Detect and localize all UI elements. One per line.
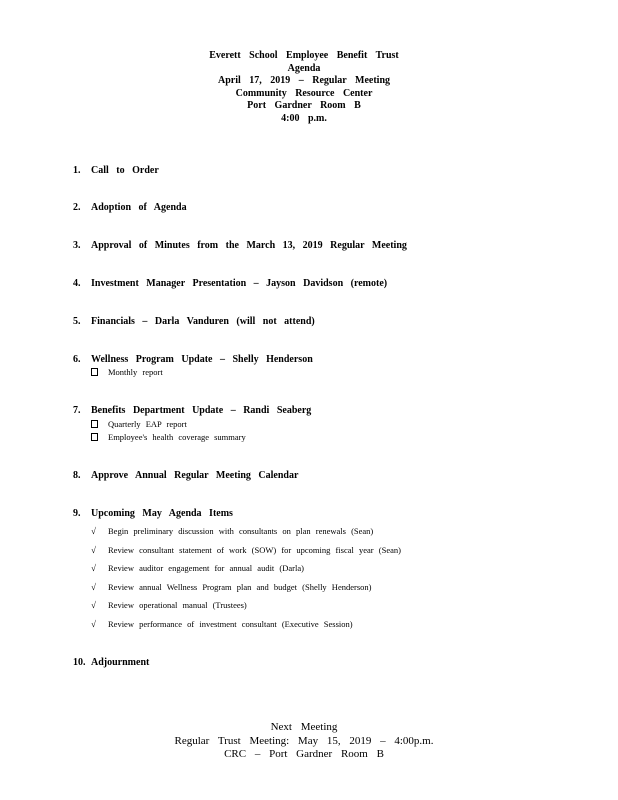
item-number: 10. [73,657,86,668]
upcoming-subitem [91,582,371,592]
item-text: Approve Annual Regular Meeting Calendar [91,470,299,481]
check-icon: √ [91,563,96,573]
benefits-subitem [91,419,187,429]
agenda-item-investment [73,278,387,289]
document-title: Agenda [287,62,321,74]
square-bullet-icon [91,368,98,376]
item-text: Benefits Department Update – Randi Seaberg [91,405,312,416]
benefits-subitem [91,432,246,442]
wellness-subitem [91,367,163,377]
upcoming-subitem [91,619,353,629]
agenda-item-benefits [73,405,311,416]
item-number: 2. [73,202,81,213]
agenda-item-financials [73,316,315,327]
agenda-item-approval-minutes [73,240,407,251]
agenda-header [0,50,608,126]
item-text: Adjournment [91,657,150,668]
agenda-item-upcoming [73,508,233,519]
subitem-text: Review performance of investment consultant (Executive Session) [108,619,353,629]
item-number: 7. [73,405,81,416]
subitem-text: Quarterly EAP report [108,419,187,429]
check-icon: √ [91,526,96,536]
item-text: Adoption of Agenda [91,202,187,213]
subitem-text: Monthly report [108,367,163,377]
subitem-text: Begin preliminary discussion with consultants on plan renewals (Sean) [108,526,374,536]
item-text: Financials – Darla Vanduren (will not attend) [91,316,315,327]
item-text: Investment Manager Presentation – Jayson Davidson (remote) [91,278,388,289]
item-text: Wellness Program Update – Shelly Henderson [91,354,313,365]
agenda-item-calendar [73,470,298,481]
item-text: Upcoming May Agenda Items [91,508,233,519]
subitem-text: Review operational manual (Trustees) [108,600,247,610]
check-icon: √ [91,545,96,555]
item-number: 6. [73,354,81,365]
next-meeting-footer [0,721,608,762]
subitem-text: Review consultant statement of work (SOW) for upcoming fiscal year (Sean) [108,545,401,555]
item-number: 1. [73,165,81,176]
subitem-text: Review auditor engagement for annual audit (Darla) [108,563,304,573]
agenda-item-wellness [73,354,313,365]
upcoming-subitem [91,563,304,573]
item-number: 9. [73,508,81,519]
agenda-item-adjournment [73,657,149,668]
square-bullet-icon [91,433,98,441]
agenda-item-call-to-order [73,165,159,176]
check-icon: √ [91,582,96,592]
trust-name: Everett School Employee Benefit Trust [209,50,399,61]
item-text: Call to Order [91,165,159,176]
item-number: 8. [73,470,81,481]
next-meeting-date: Regular Trust Meeting: May 15, 2019 – 4:00p.m. [174,734,434,747]
meeting-room: Port Gardner Room B [247,100,361,112]
item-number: 4. [73,278,81,289]
check-icon: √ [91,600,96,610]
subitem-text: Employee's health coverage summary [108,432,246,442]
item-number: 5. [73,316,81,327]
next-meeting-location: CRC – Port Gardner Room B [224,748,384,760]
meeting-time: 4:00 p.m. [281,112,327,124]
meeting-date: April 17, 2019 – Regular Meeting [217,75,391,87]
upcoming-subitem [91,545,401,555]
check-icon: √ [91,619,96,629]
next-meeting-heading: Next Meeting [270,721,338,733]
item-text: Approval of Minutes from the March 13, 2019 Regular Meeting [91,240,407,251]
item-number: 3. [73,240,81,251]
upcoming-subitem [91,600,247,610]
square-bullet-icon [91,420,98,428]
agenda-item-adoption [73,202,187,213]
subitem-text: Review annual Wellness Program plan and budget (Shelly Henderson) [108,582,372,592]
upcoming-subitem [91,526,373,536]
meeting-venue: Community Resource Center [235,87,373,99]
